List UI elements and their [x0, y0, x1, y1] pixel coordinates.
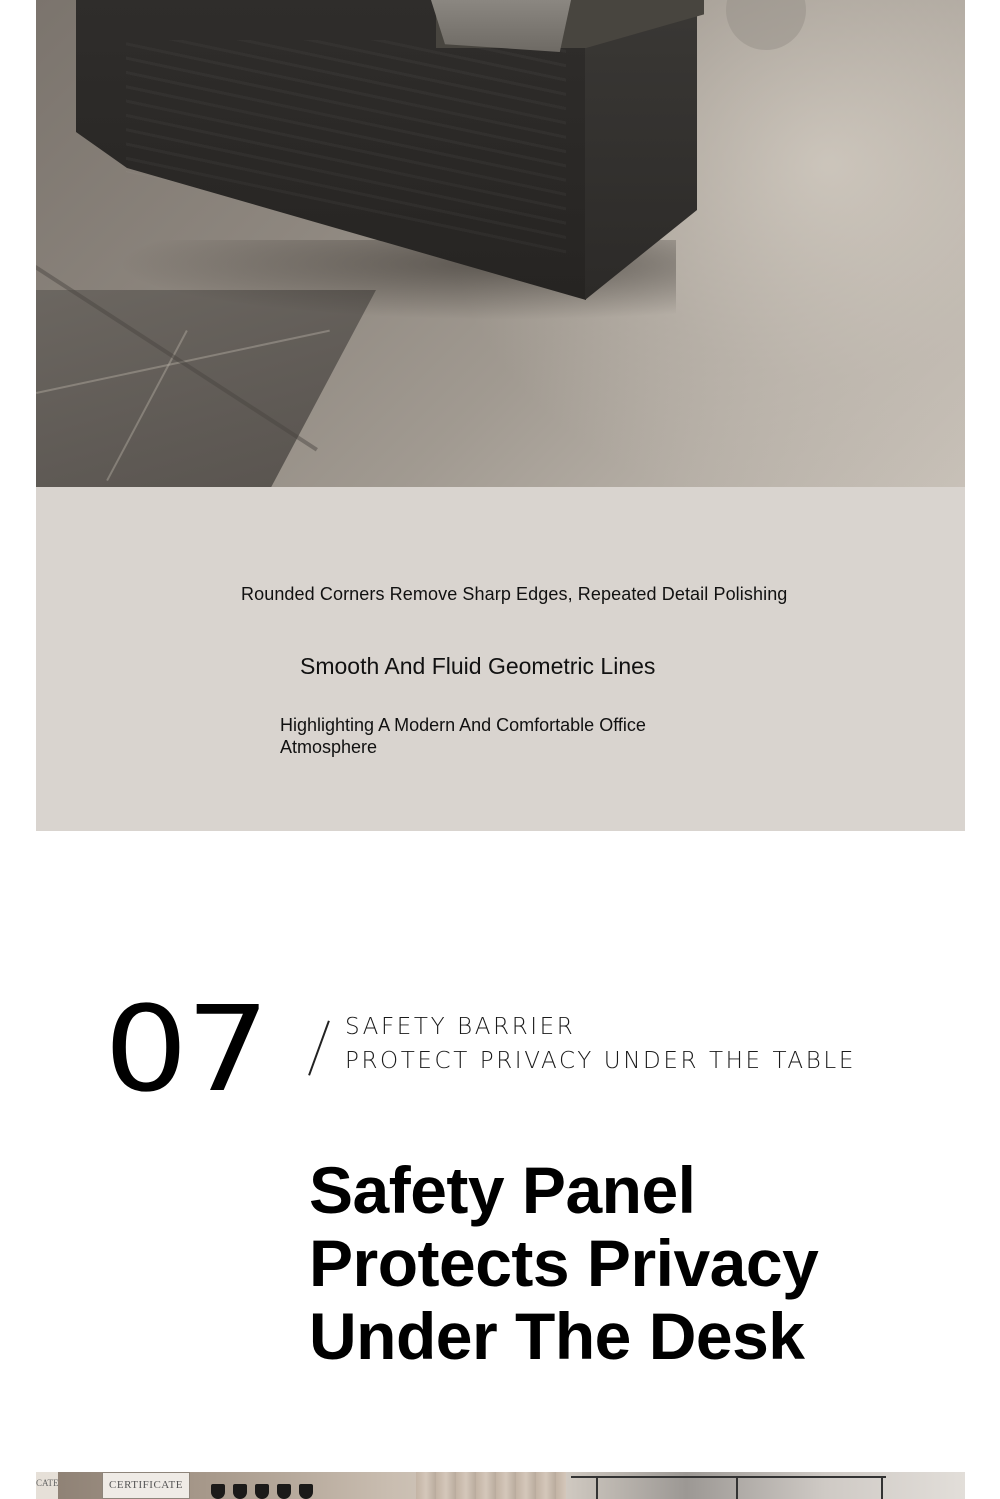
- section-divider-slash: [308, 1020, 329, 1075]
- shelf-post: [736, 1476, 738, 1499]
- certificate-frame-left: CATE: [36, 1472, 58, 1499]
- caption-rounded-corners: Rounded Corners Remove Sharp Edges, Repeated Detail Polishing: [241, 584, 788, 604]
- product-photo-office: [36, 1472, 965, 1499]
- vase-icon: [233, 1484, 247, 1499]
- headline-line: Safety Panel: [309, 1153, 696, 1227]
- headline-line: Under The Desk: [309, 1299, 805, 1373]
- section-headline: [309, 1154, 949, 1373]
- vase-icon: [277, 1484, 291, 1499]
- section-subtitle-secondary: PROTECT PRIVACY UNDER THE TABLE: [345, 1048, 856, 1074]
- shelf-rail: [571, 1476, 886, 1478]
- product-photo-cabinet: [36, 0, 965, 487]
- headline-line: Protects Privacy: [309, 1226, 819, 1300]
- vase-icon: [211, 1484, 225, 1499]
- shelf-post: [596, 1476, 598, 1499]
- caption-panel: [36, 487, 965, 831]
- section-subtitle-primary: SAFETY BARRIER: [345, 1014, 576, 1040]
- vase-icon: [299, 1484, 313, 1499]
- caption-office-atmosphere: Highlighting A Modern And Comfortable Office Atmosphere: [280, 715, 646, 757]
- cable-tray: [431, 0, 571, 52]
- shelf-post: [881, 1476, 883, 1499]
- section-number: 07: [104, 980, 268, 1118]
- caption-geometric-lines: Smooth And Fluid Geometric Lines: [300, 653, 656, 679]
- curtain: [416, 1472, 566, 1499]
- certificate-frame: CERTIFICATE: [102, 1472, 190, 1499]
- vase-icon: [255, 1484, 269, 1499]
